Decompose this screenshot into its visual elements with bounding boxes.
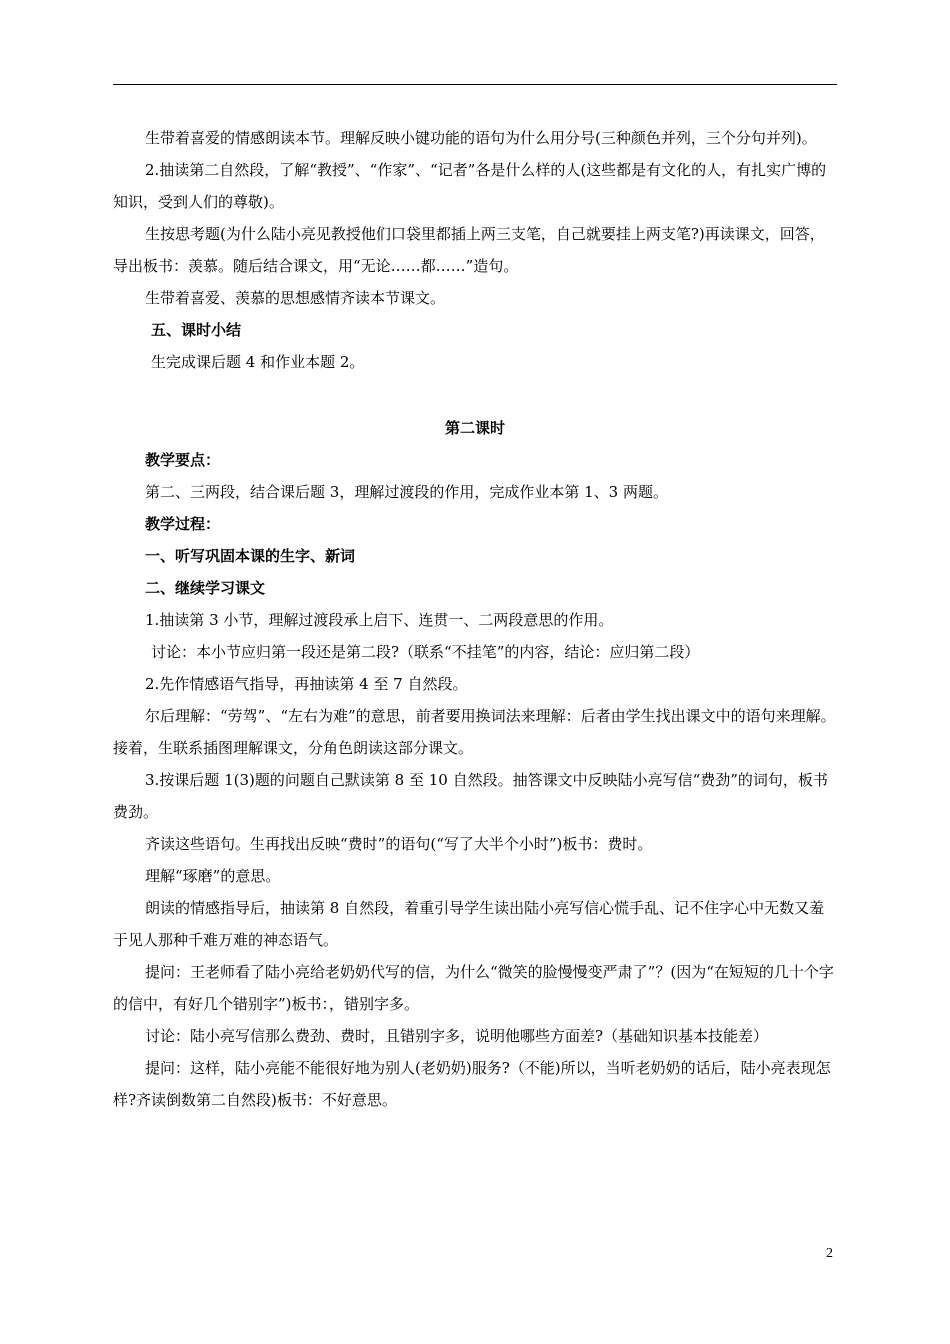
paragraph: 提问：这样，陆小亮能不能很好地为别人(老奶奶)服务?（不能)所以，当听老奶奶的话后，陆小亮表现怎样?齐读倒数第二自然段)板书：不好意思。 — [113, 1059, 831, 1109]
paragraph: 齐读这些语句。生再找出反映“费时”的语句(“写了大半个小时”)板书：费时。 — [145, 835, 653, 853]
paragraph: 1.抽读第 3 小节，理解过渡段承上启下、连贯一、二两段意思的作用。 — [145, 611, 614, 629]
lesson-title: 第二课时 — [444, 419, 505, 437]
section-heading: 一、听写巩固本课的生字、新词 — [145, 547, 356, 565]
paragraph: 生完成课后题 4 和作业本题 2。 — [151, 353, 365, 371]
paragraph: 生带着喜爱的情感朗读本节。理解反映小键功能的语句为什么用分号(三种颜色并列，三个分句并列)。 — [145, 129, 817, 147]
page-number: 2 — [826, 1246, 833, 1261]
paragraph: 讨论：陆小亮写信那么费劲、费时，且错别字多，说明他哪些方面差?（基础知识基本技能差） — [145, 1027, 769, 1045]
paragraph: 讨论：本小节应归第一段还是第二段?（联系“不挂笔”的内容，结论：应归第二段） — [151, 643, 700, 661]
paragraph: 2.先作情感语气指导，再抽读第 4 至 7 自然段。 — [145, 675, 468, 693]
section-heading: 教学过程： — [145, 515, 221, 533]
paragraph: 尔后理解：“劳驾”、“左右为难”的意思，前者要用换词法来理解：后者由学生找出课文中的语句来理解。接着，生联系插图理解课文，分角色朗读这部分课文。 — [113, 707, 836, 757]
header-rule — [113, 84, 837, 85]
document-body — [113, 122, 837, 1116]
section-heading: 五、课时小结 — [151, 321, 242, 339]
paragraph: 理解“琢磨”的意思。 — [145, 867, 281, 885]
paragraph: 第二、三两段，结合课后题 3，理解过渡段的作用，完成作业本第 1、3 两题。 — [145, 483, 668, 501]
section-heading: 二、继续学习课文 — [145, 579, 266, 597]
paragraph: 3.按课后题 1(3)题的问题自己默读第 8 至 10 自然段。抽答课文中反映陆小亮写信“费劲”的词句，板书费劲。 — [113, 771, 828, 821]
paragraph: 生按思考题(为什么陆小亮见教授他们口袋里都插上两三支笔，自己就要挂上两支笔?)再读课文，回答，导出板书：羡慕。随后结合课文，用“无论……都……”造句。 — [113, 225, 825, 275]
paragraph: 提问：王老师看了陆小亮给老奶奶代写的信，为什么“微笑的脸慢慢变严肃了”？(因为“在短短的几十个字的信中，有好几个错别字”)板书：，错别字多。 — [113, 963, 834, 1013]
spacer — [113, 378, 837, 412]
section-heading: 教学要点： — [145, 451, 221, 469]
paragraph: 朗读的情感指导后，抽读第 8 自然段，着重引导学生读出陆小亮写信心慌手乱、记不住字心中无数又羞于见人那种千难万难的神态语气。 — [113, 899, 825, 949]
paragraph: 生带着喜爱、羡慕的思想感情齐读本节课文。 — [145, 289, 446, 307]
paragraph: 2.抽读第二自然段，了解“教授”、“作家”、“记者”各是什么样的人(这些都是有文化的人，有扎实广博的知识，受到人们的尊敬)。 — [113, 161, 827, 211]
